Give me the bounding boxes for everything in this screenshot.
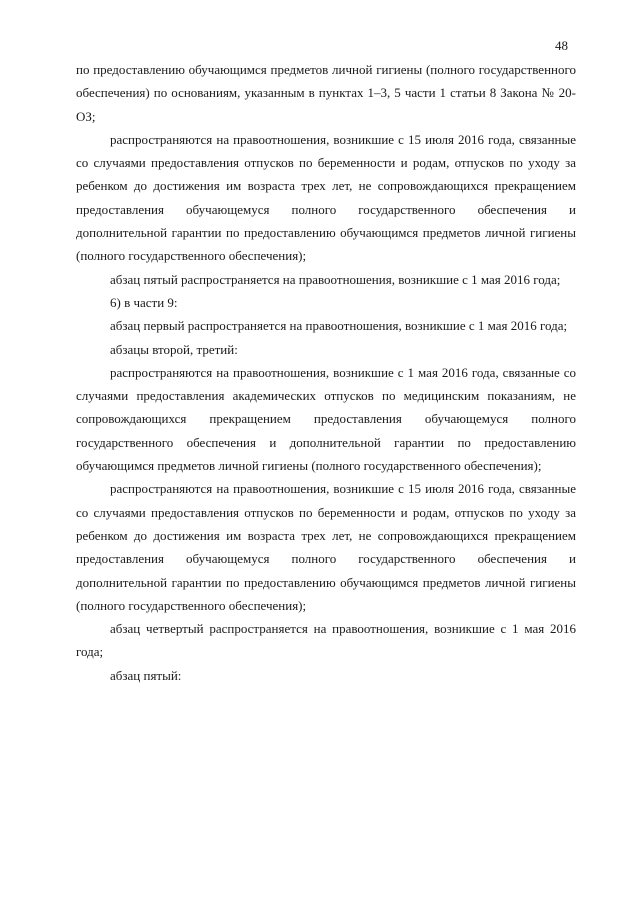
paragraph-abzac-chetvertyi: абзац четвертый распространяется на правоотношения, возникшие с 1 мая 2016 года; (76, 621, 576, 660)
paragraph-abzacy-vtoroi-tretii: абзацы второй, третий: (110, 341, 238, 357)
paragraph-part-9-heading: 6) в части 9: (110, 294, 178, 310)
page-number: 48 (555, 38, 568, 53)
paragraph-abzac-pyatyi-heading: абзац пятый: (110, 667, 182, 683)
paragraph-pregnancy-leave-1: распространяются на правоотношения, возникшие с 15 июля 2016 года, связанные со случаями предоставления отпусков по беременности и родам, отпусков по уходу за ребенком до достижения им возраста трех лет, не сопровождающихся прекращением предоставления обучающемуся полного государственного обеспечения и дополнительной гарантии по предоставлению обучающимся предметов личной гигиены (полного государственного обеспечения); (76, 131, 576, 264)
document-body (76, 58, 576, 687)
paragraph-continuation: по предоставлению обучающимся предметов личной гигиены (полного государственного обеспечения) по основаниям, указанным в пунктах 1–3, 5 части 1 статьи 8 Закона № 20-ОЗ; (76, 62, 576, 124)
paragraph-pregnancy-leave-2: распространяются на правоотношения, возникшие с 15 июля 2016 года, связанные со случаями предоставления отпусков по беременности и родам, отпусков по уходу за ребенком до достижения им возраста трех лет, не сопровождающихся прекращением предоставления обучающемуся полного государственного обеспечения и дополнительной гарантии по предоставлению обучающимся предметов личной гигиены (полного государственного обеспечения); (76, 481, 576, 613)
paragraph-academic-leave: распространяются на правоотношения, возникшие с 1 мая 2016 года, связанные со случаями предоставления академических отпусков по медицинским показаниям, не сопровождающихся прекращением предоставления обучающемуся полного государственного обеспечения и дополнительной гарантии по предоставлению обучающимся предметов личной гигиены (полного государственного обеспечения); (76, 364, 576, 474)
paragraph-abzac-pyatyi: абзац пятый распространяется на правоотношения, возникшие с 1 мая 2016 года; (110, 271, 561, 287)
paragraph-abzac-pervyi: абзац первый распространяется на правоотношения, возникшие с 1 мая 2016 года; (110, 318, 568, 334)
